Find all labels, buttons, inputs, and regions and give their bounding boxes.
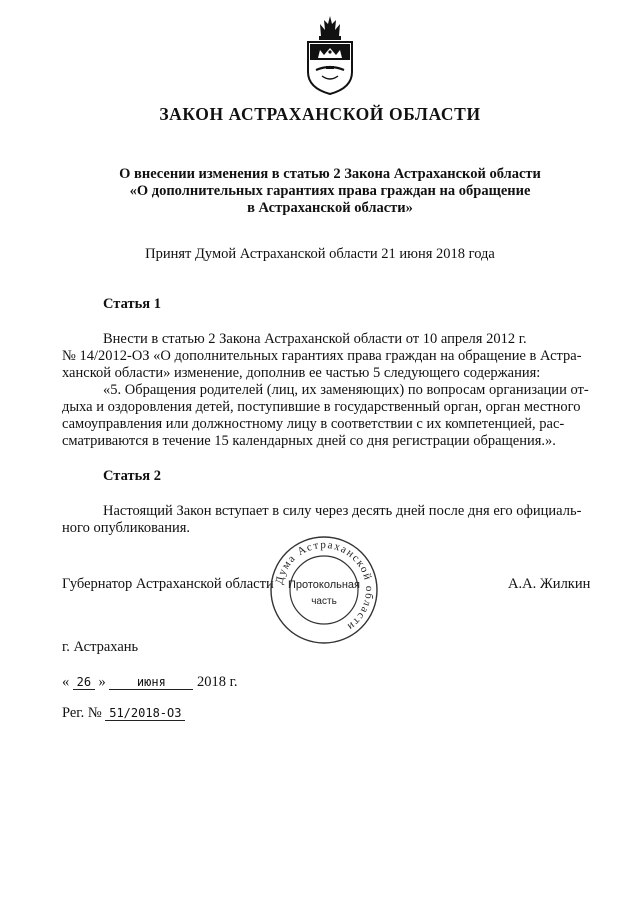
stamp-ring-text: Дума Астраханской области	[273, 538, 376, 634]
document-subtitle	[100, 166, 560, 217]
governor-position: Губернатор Астраханской области	[62, 576, 274, 592]
date-month: июня	[109, 675, 193, 690]
date-quote-open: «	[62, 674, 70, 690]
duma-stamp	[268, 534, 380, 646]
subtitle-line: О внесении изменения в статью 2 Закона Астраханской области	[119, 166, 541, 182]
text-line: ного опубликования.	[62, 520, 191, 536]
date-year: 2018 г.	[197, 674, 238, 690]
article2-text	[62, 503, 594, 537]
text-line: сматриваются в течение 15 календарных дней со дня регистрации обращения.».	[62, 433, 556, 449]
article1-text	[62, 331, 594, 450]
stamp-center-line: Протокольная	[287, 579, 361, 591]
text-line: Настоящий Закон вступает в силу через десять дней после дня его официаль-	[103, 503, 582, 519]
text-line: самоуправления или должностному лицу в соответствии с их компетенцией, рас-	[62, 416, 565, 432]
city: г. Астрахань	[62, 639, 139, 655]
reg-number: 51/2018-ОЗ	[105, 706, 185, 721]
document-title: ЗАКОН АСТРАХАНСКОЙ ОБЛАСТИ	[159, 104, 481, 124]
date-day: 26	[73, 675, 95, 690]
stamp-center-line: часть	[311, 596, 337, 607]
subtitle-line: в Астраханской области»	[247, 200, 413, 216]
article2-heading: Статья 2	[103, 468, 161, 484]
text-line: № 14/2012-ОЗ «О дополнительных гарантиях права граждан на обращение в Астра-	[62, 348, 582, 364]
registration	[62, 705, 185, 722]
text-line: ханской области» изменение, дополнив ее частью 5 следующего содержания:	[62, 365, 541, 381]
article1-heading: Статья 1	[103, 296, 161, 312]
subtitle-line: «О дополнительных гарантиях права граждан на обращение	[129, 183, 531, 199]
adoption-note: Принят Думой Астраханской области 21 июня 2018 года	[145, 246, 495, 262]
reg-label: Рег. №	[62, 705, 102, 721]
text-line: дыха и оздоровления детей, поступившие в государственный орган, орган местного	[62, 399, 581, 415]
astrakhan-coat-of-arms-icon	[300, 14, 360, 96]
text-line: Внести в статью 2 Закона Астраханской области от 10 апреля 2012 г.	[103, 331, 527, 347]
date-quote-close: »	[98, 674, 106, 690]
signing-date	[62, 674, 238, 691]
text-line: «5. Обращения родителей (лиц, их заменяющих) по вопросам организации от-	[103, 382, 589, 398]
governor-name: А.А. Жилкин	[508, 576, 591, 592]
